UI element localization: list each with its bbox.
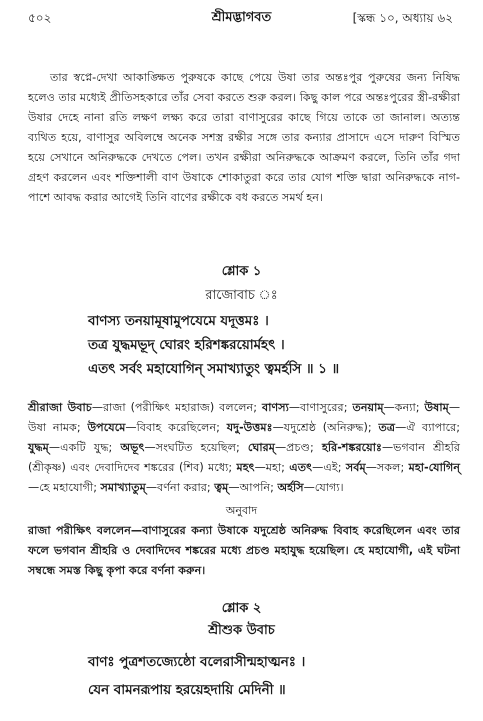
synonym-meaning: বিবাহ করেছিলেন; <box>136 421 220 434</box>
synonym-word: যদু-উত্তমঃ <box>226 421 273 434</box>
verse-2-line: বাণঃ পুত্রশতজ্যেষ্ঠো বলেরাসীন্মহাত্মনঃ । <box>88 655 306 670</box>
synonym-dash: — <box>48 441 61 454</box>
verse-2-line: যেন বামনরূপায় হরয়েহদায়ি মেদিনী ॥ <box>88 683 286 698</box>
synonym-word: তনয়াম্ <box>352 401 384 414</box>
synonym-meaning: ভগবান শ্রীহরি (শ্রীকৃষ্ণ) এবং দেবাদিদেব শঙ্করের (শিব) মধ্যে; <box>28 441 461 474</box>
synonym-dash: — <box>145 481 158 494</box>
synonym-word: সমাখ্যাতুম্ <box>100 481 146 494</box>
verse-1-line: এতৎ সর্বং মহাযোগিন্ সমাখ্যাতুং ত্বমর্হসি ॥ ১ ॥ <box>88 362 340 377</box>
synonym-dash: — <box>312 461 324 474</box>
synonym-word: তত্র <box>378 421 396 434</box>
synonym-word: অর্হসি <box>277 481 304 494</box>
synonym-meaning: এই; <box>323 461 342 474</box>
verse-2-speaker: শ্রীশুক উবাচ <box>208 623 275 638</box>
synonym-dash: — <box>28 481 40 494</box>
synonym-dash: — <box>395 421 407 434</box>
synonym-dash: — <box>272 421 284 434</box>
synonym-meaning: যদুশ্রেষ্ঠ (অনিরুদ্ধ); <box>283 421 372 434</box>
verse-1-speaker: রাজোবাচ ঃ <box>205 288 278 303</box>
synonym-meaning: সংঘটিত হয়েছিল; <box>155 441 240 454</box>
synonym-meaning: ঐ ব্যাপারে; <box>406 421 460 434</box>
synonym-dash: — <box>125 421 137 434</box>
synonym-word: শ্রীরাজা উবাচ <box>28 401 92 414</box>
synonym-word: উষাম্ <box>424 401 449 414</box>
synonym-word: মহৎ <box>236 461 255 474</box>
synonym-meaning: মহা; <box>265 461 285 474</box>
synonym-word: এতৎ <box>289 461 313 474</box>
synonym-dash: — <box>365 461 377 474</box>
synonym-word: বাণস্য <box>261 401 289 414</box>
verse-1-line: বাণস্য তনয়ামূষামুপযেমে যদূত্তমঃ । <box>88 314 269 329</box>
synonym-meaning: হে মহাযোগী; <box>39 481 97 494</box>
synonym-meaning: রাজা (পরীক্ষিৎ মহারাজ) বললেন; <box>103 401 258 414</box>
synonym-meaning: একটি যুদ্ধ; <box>60 441 113 454</box>
synonym-meaning: কন্যা; <box>394 401 420 414</box>
synonym-meaning: প্রচণ্ড; <box>286 441 314 454</box>
synonym-meaning: বাণাসুরের; <box>300 401 348 414</box>
synonym-dash: — <box>448 401 460 414</box>
verse-1-heading: শ্লোক ১ <box>221 264 262 279</box>
synonym-dash: — <box>254 461 266 474</box>
synonym-dash: — <box>288 401 301 414</box>
synonym-dash: — <box>228 481 240 494</box>
synonym-word: মহা-যোগিন্ <box>408 461 461 474</box>
page-header <box>0 8 483 28</box>
book-title: শ্রীমদ্ভাগবত <box>211 10 272 25</box>
synonym-word: যুদ্ধম্ <box>28 441 49 454</box>
synonym-dash: — <box>91 401 103 414</box>
synonym-word: উপযেমে <box>87 421 126 434</box>
synonym-dash: — <box>381 441 394 454</box>
synonym-meaning: আপনি; <box>239 481 274 494</box>
synonym-dash: — <box>383 401 395 414</box>
synonym-meaning: যোগ্য। <box>314 481 344 494</box>
verse-1-line: তত্র যুদ্ধমভূদ্ ঘোরং হরিশঙ্করয়োর্মহৎ । <box>88 338 285 353</box>
translation-heading: অনুবাদ <box>225 504 258 517</box>
synonym-meaning: উষা নামক; <box>28 421 81 434</box>
synonym-word: সর্বম্ <box>345 461 366 474</box>
synonym-word: ঘোরম্ <box>247 441 275 454</box>
synonym-word: অভূৎ <box>120 441 145 454</box>
page-number: ৫০২ <box>28 11 52 25</box>
synonym-meaning: বর্ণনা করার; <box>157 481 211 494</box>
synonym-word: হরি-শঙ্করয়োঃ <box>322 441 382 454</box>
word-meanings-paragraph <box>28 398 460 498</box>
synonym-dash: — <box>144 441 156 454</box>
synonym-dash: — <box>274 441 287 454</box>
synonym-dash: — <box>303 481 315 494</box>
translation-paragraph: রাজা পরীক্ষিৎ বললেন—বাণাসুরের কন্যা উষাকে যদুশ্রেষ্ঠ অনিরুদ্ধ বিবাহ করেছিলেন এবং তার ফলে ভগবান শ্রীহরি ও দেবাদিদেব শঙ্করের মধ্যে প্রচণ্ড মহাযুদ্ধ হয়েছিল। হে মহাযোগী, এই ঘটনা সম্বন্ধে সমস্ত কিছু কৃপা করে বর্ণনা করুন। <box>28 524 460 577</box>
chapter-reference: [স্কন্ধ ১০, অধ্যায় ৬২ <box>352 11 453 25</box>
verse-2-heading: শ্লোক ২ <box>221 601 262 616</box>
intro-paragraph: তার স্বপ্নে-দেখা আকাঙ্ক্ষিত পুরুষকে কাছে পেয়ে উষা তার অন্তঃপুর পুরুষের জন্য নিষিদ্ধ হলেও তার মধ্যেই প্রীতিসহকারে তাঁর সেবা করতে শুরু করল। কিছু কাল পরে অন্তঃপুরের স্ত্রী-রক্ষীরা উষার দেহে নানা রতি লক্ষণ লক্ষ্য করে তারা বাণাসুরের কাছে গিয়ে তাকে তা জানাল। অত্যন্ত ব্যথিত হয়ে, বাণাসুর অবিলম্বে অনেক সশস্ত্র রক্ষীর সঙ্গে তার কন্যার প্রাসাদে এসে দারুণ বিস্মিত হয়ে সেখানে অনিরুদ্ধকে দেখতে পেল। তখন রক্ষীরা অনিরুদ্ধকে আক্রমণ করলে, তিনি তাঁর গদা গ্রহণ করলেন এবং শক্তিশালী বাণ উষাকে শোকাতুরা করে তার যোগ শক্তি দ্বারা অনিরুদ্ধকে নাগ-পাশে আবদ্ধ করার আগেই তিনি বাণের রক্ষীকে বধ করতে সমর্থ হন। <box>28 71 460 204</box>
synonym-meaning: সকল; <box>376 461 405 474</box>
synonym-word: ত্বম্ <box>214 481 229 494</box>
